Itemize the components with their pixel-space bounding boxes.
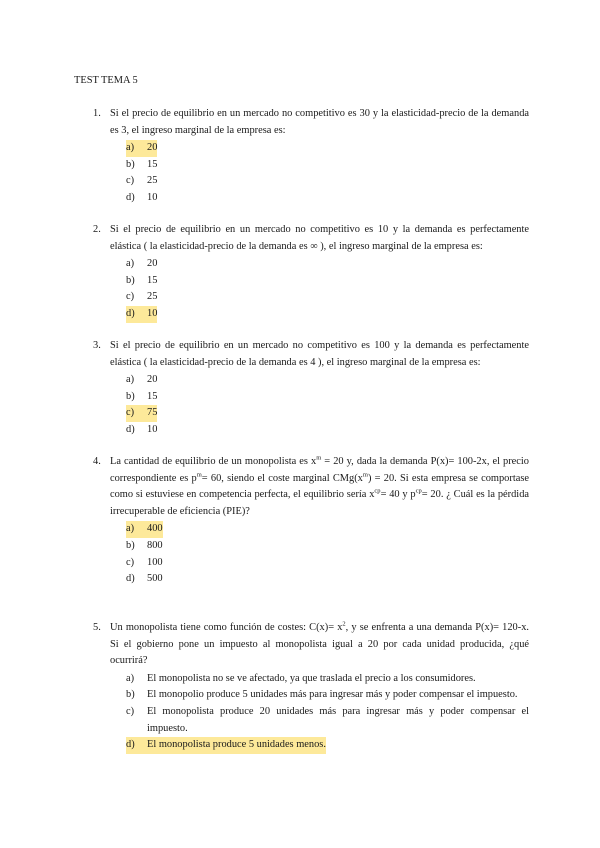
options-list: [126, 140, 529, 206]
option-letter: a): [126, 258, 135, 270]
option-b[interactable]: [126, 389, 529, 406]
option-d[interactable]: [126, 190, 529, 207]
option-text: 400: [147, 521, 163, 538]
options-list: [126, 372, 529, 438]
option-text: El monopolista produce 5 unidades menos.: [147, 737, 326, 754]
option-text: El monopolista no se ve afectado, ya que traslada el precio a los consumidores.: [147, 672, 476, 684]
option-b[interactable]: [126, 273, 529, 290]
option-c[interactable]: [126, 405, 529, 422]
question-4: [93, 454, 529, 588]
option-d[interactable]: [126, 737, 529, 754]
option-text: El monopolio produce 5 unidades más para ingresar más y poder compensar el impuesto.: [147, 689, 518, 701]
question-number: 1.: [93, 108, 101, 119]
option-text: 25: [147, 291, 158, 303]
option-c[interactable]: [126, 555, 529, 572]
option-text: 20: [147, 374, 158, 386]
option-a[interactable]: [126, 140, 529, 157]
option-letter: b): [126, 274, 135, 286]
option-b[interactable]: [126, 538, 529, 555]
option-letter: b): [126, 390, 135, 402]
option-letter: c): [126, 291, 135, 303]
option-text: 15: [147, 274, 158, 286]
option-letter: c): [126, 556, 135, 568]
option-letter: d): [126, 423, 135, 435]
question-text: Si el precio de equilibrio en un mercado no competitivo es 100 y la demanda es perfectamente elástica ( la elasticidad-precio de la demanda es 4 ), el ingreso marginal de la empresa es:: [110, 340, 529, 368]
question-2: [93, 222, 529, 323]
option-text: 500: [147, 573, 163, 585]
question-text: Si el precio de equilibrio en un mercado no competitivo es 10 y la demanda es perfectamente elástica ( la elasticidad-precio de la demanda es ∞ ), el ingreso marginal de la empresa es:: [110, 224, 529, 252]
option-c[interactable]: [126, 173, 529, 190]
option-text: 25: [147, 175, 158, 187]
option-letter: d): [126, 191, 135, 203]
question-text: Un monopolista tiene como función de costes: $C(x)= x^2$, y se enfrenta a una demanda P(x)= 120-x. Si el gobierno pone un impuesto al monopolista igual a 20 por cada unidad producida, ¿qué ocurrirá?: [110, 620, 529, 667]
option-c[interactable]: [126, 289, 529, 306]
option-text: 100: [147, 556, 163, 568]
option-letter: b): [126, 689, 135, 701]
option-text: El monopolista produce 20 unidades más para ingresar más y poder compensar el impuesto.: [147, 705, 529, 734]
option-letter: b): [126, 539, 135, 551]
option-text: 15: [147, 390, 158, 402]
option-d[interactable]: [126, 306, 529, 323]
option-letter: d): [126, 737, 147, 754]
question-5: [93, 620, 529, 754]
options-list: [126, 256, 529, 322]
option-text: 15: [147, 158, 158, 170]
option-letter: d): [126, 573, 135, 585]
option-a[interactable]: [126, 372, 529, 389]
option-letter: a): [126, 521, 147, 538]
option-a[interactable]: [126, 671, 529, 688]
option-letter: d): [126, 306, 147, 323]
options-list: [126, 671, 529, 754]
option-letter: c): [126, 405, 147, 422]
option-text: 20: [147, 140, 157, 157]
option-text: 20: [147, 258, 158, 270]
options-list: [126, 521, 529, 587]
option-letter: c): [126, 705, 135, 717]
option-text: 800: [147, 539, 163, 551]
option-letter: a): [126, 672, 135, 684]
option-letter: a): [126, 374, 135, 386]
option-a[interactable]: [126, 256, 529, 273]
question-1: [93, 106, 529, 207]
option-letter: b): [126, 158, 135, 170]
option-a[interactable]: [126, 521, 529, 538]
question-number: 2.: [93, 224, 101, 235]
option-text: 10: [147, 423, 158, 435]
question-3: [93, 338, 529, 439]
option-text: 10: [147, 306, 157, 323]
option-b[interactable]: [126, 157, 529, 174]
option-c[interactable]: [126, 704, 529, 737]
question-text: Si el precio de equilibrio en un mercado no competitivo es 30 y la elasticidad-precio de la demanda es 3, el ingreso marginal de la empresa es:: [110, 108, 529, 136]
document-title: TEST TEMA 5: [74, 75, 138, 86]
option-d[interactable]: [126, 422, 529, 439]
option-b[interactable]: [126, 687, 529, 704]
question-text: La cantidad de equilibrio de un monopolista es $x^m = 20$ y, dada la demanda P(x)= 100-2x, el precio correspondiente es $p^m= 60$, siendo el coste marginal $CMg(x^m) = 20$. Si esta empresa se comportase como si estuviese en competencia perfecta, el equilibrio sería $x^{cp}= 40$ y $p^{cp}= 20$. ¿ Cuál es la pérdida irrecuperable de eficiencia (PIE)?: [110, 454, 529, 517]
option-letter: c): [126, 175, 135, 187]
question-number: 5.: [93, 622, 101, 633]
option-text: 10: [147, 191, 158, 203]
option-text: 75: [147, 405, 157, 422]
option-letter: a): [126, 140, 147, 157]
option-d[interactable]: [126, 571, 529, 588]
question-number: 3.: [93, 340, 101, 351]
question-number: 4.: [93, 456, 101, 467]
